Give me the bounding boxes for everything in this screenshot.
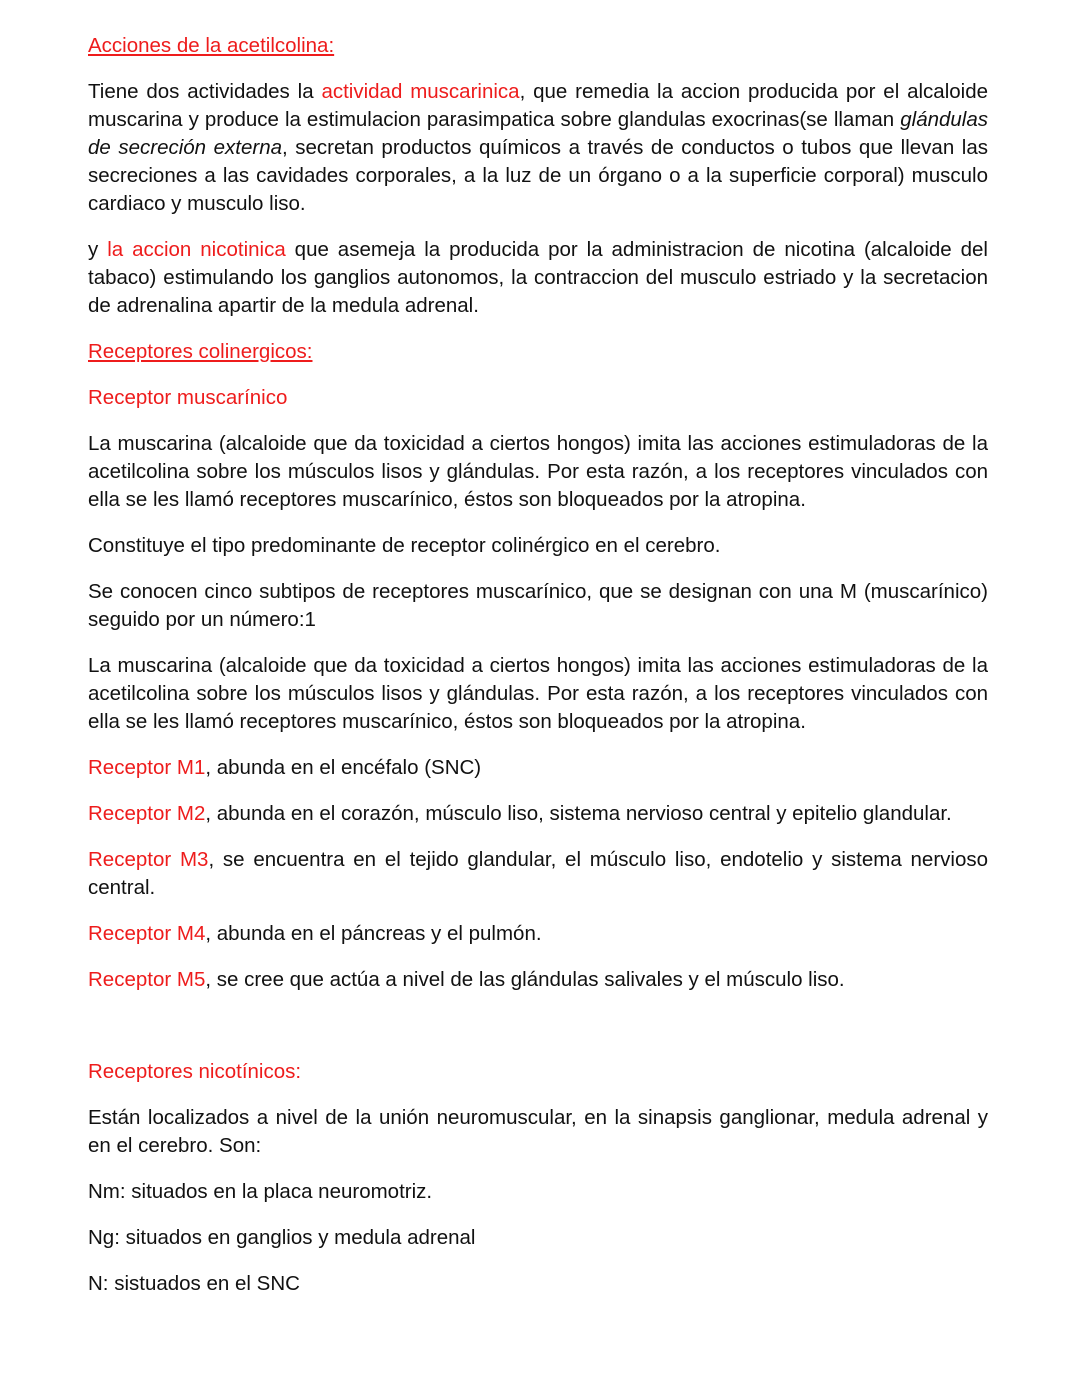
heading-receptores-colinergicos: Receptores colinergicos:: [88, 340, 313, 363]
heading-receptores-nicotinicos: Receptores nicotínicos:: [88, 1060, 302, 1083]
paragraph-muscarina-1: La muscarina (alcaloide que da toxicidad a ciertos hongos) imita las acciones estimuladoras de la acetilcolina sobre los músculos lisos y glándulas. Por esta razón, a los receptores vinculados con ella se les llamó receptores muscarínico, éstos son bloqueados por la atropina.: [88, 432, 988, 511]
paragraph-localizados: Están localizados a nivel de la unión neuromuscular, en la sinapsis ganglionar, medula adrenal y en el cerebro. Son:: [88, 1106, 988, 1157]
list-item-nm: Nm: situados en la placa neuromotriz.: [88, 1180, 433, 1203]
italic-glandulas: glándulas de secreción externa: [88, 108, 988, 159]
subheading-receptor-muscarinico: Receptor muscarínico: [88, 386, 288, 409]
receptor-name: Receptor M4: [88, 922, 206, 945]
receptor-name: Receptor M1: [88, 756, 206, 779]
list-item-ng: Ng: situados en ganglios y medula adrenal: [88, 1226, 476, 1249]
paragraph-tipo-predominante: Constituye el tipo predominante de receptor colinérgico en el cerebro.: [88, 534, 721, 557]
receptor-name: Receptor M3: [88, 848, 209, 871]
receptor-m1: Receptor M1, abunda en el encéfalo (SNC): [88, 756, 482, 779]
receptor-m3: Receptor M3, se encuentra en el tejido glandular, el músculo liso, endotelio y sistema nervioso central.: [88, 848, 989, 899]
highlight-muscarinica: actividad muscarinica: [321, 80, 520, 103]
document-page: [88, 32, 988, 1316]
spacer: [88, 1012, 988, 1058]
paragraph-muscarina-2: La muscarina (alcaloide que da toxicidad a ciertos hongos) imita las acciones estimuladoras de la acetilcolina sobre los músculos lisos y glándulas. Por esta razón, a los receptores vinculados con ella se les llamó receptores muscarínico, éstos son bloqueados por la atropina.: [88, 654, 988, 733]
paragraph-subtipos: Se conocen cinco subtipos de receptores muscarínico, que se designan con una M (muscarínico) seguido por un número:1: [88, 580, 988, 631]
receptor-m2: Receptor M2, abunda en el corazón, músculo liso, sistema nervioso central y epitelio glandular.: [88, 802, 952, 825]
paragraph-nicotinica: y la accion nicotinica que asemeja la producida por la administracion de nicotina (alcaloide del tabaco) estimulando los ganglios autonomos, la contraccion del musculo estriado y la secretacion de adrenalina apartir de la medula adrenal.: [88, 238, 988, 317]
receptor-m4: Receptor M4, abunda en el páncreas y el pulmón.: [88, 922, 542, 945]
receptor-name: Receptor M2: [88, 802, 206, 825]
receptor-m5: Receptor M5, se cree que actúa a nivel de las glándulas salivales y el músculo liso.: [88, 968, 845, 991]
heading-acciones: Acciones de la acetilcolina:: [88, 34, 335, 57]
list-item-n: N: sistuados en el SNC: [88, 1272, 300, 1295]
receptor-name: Receptor M5: [88, 968, 206, 991]
highlight-nicotinica: la accion nicotinica: [107, 238, 286, 261]
paragraph-acciones: Tiene dos actividades la actividad muscarinica, que remedia la accion producida por el alcaloide muscarina y produce la estimulacion parasimpatica sobre glandulas exocrinas(se llaman glándulas de secreción externa, secretan productos químicos a través de conductos o tubos que llevan las secreciones a las cavidades corporales, a la luz de un órgano o a la superficie corporal) musculo cardiaco y musculo liso.: [88, 80, 989, 215]
